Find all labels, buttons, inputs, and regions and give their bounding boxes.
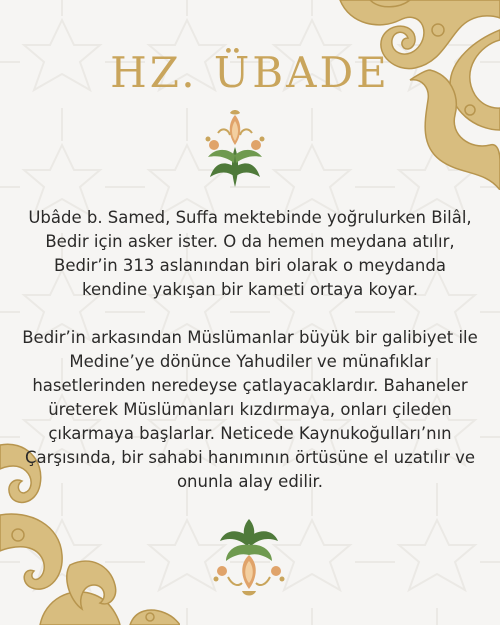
page-title: HZ. ÜBADE bbox=[110, 48, 390, 97]
body-text bbox=[20, 206, 480, 494]
paragraph-2: Bedir’in arkasından Müslümanlar büyük bir galibiyet ile Medine’ye dönünce Yahudiler ve münafıklar hasetlerinden neredeyse çatlayacaklardır. Bahaneler üreterek Müslümanları kızdırmaya, onları çileden çıkarmaya başlarlar. Neticede Kaynukoğulları’nın Çarşısında, bir sahabi hanımının örtüsüne el uzatılır ve onunla alay edilir. bbox=[22, 328, 478, 491]
floral-ornament-icon bbox=[206, 515, 292, 601]
floral-ornament-icon bbox=[200, 107, 270, 189]
paragraph-1: Ubâde b. Samed, Suffa mektebinde yoğrulurken Bilâl, Bedir için asker ister. O da hemen meydana atılır, Bedir’in 313 aslanından biri olarak o meydanda kendine yakışan bir kameti ortaya koyar. bbox=[28, 208, 472, 299]
